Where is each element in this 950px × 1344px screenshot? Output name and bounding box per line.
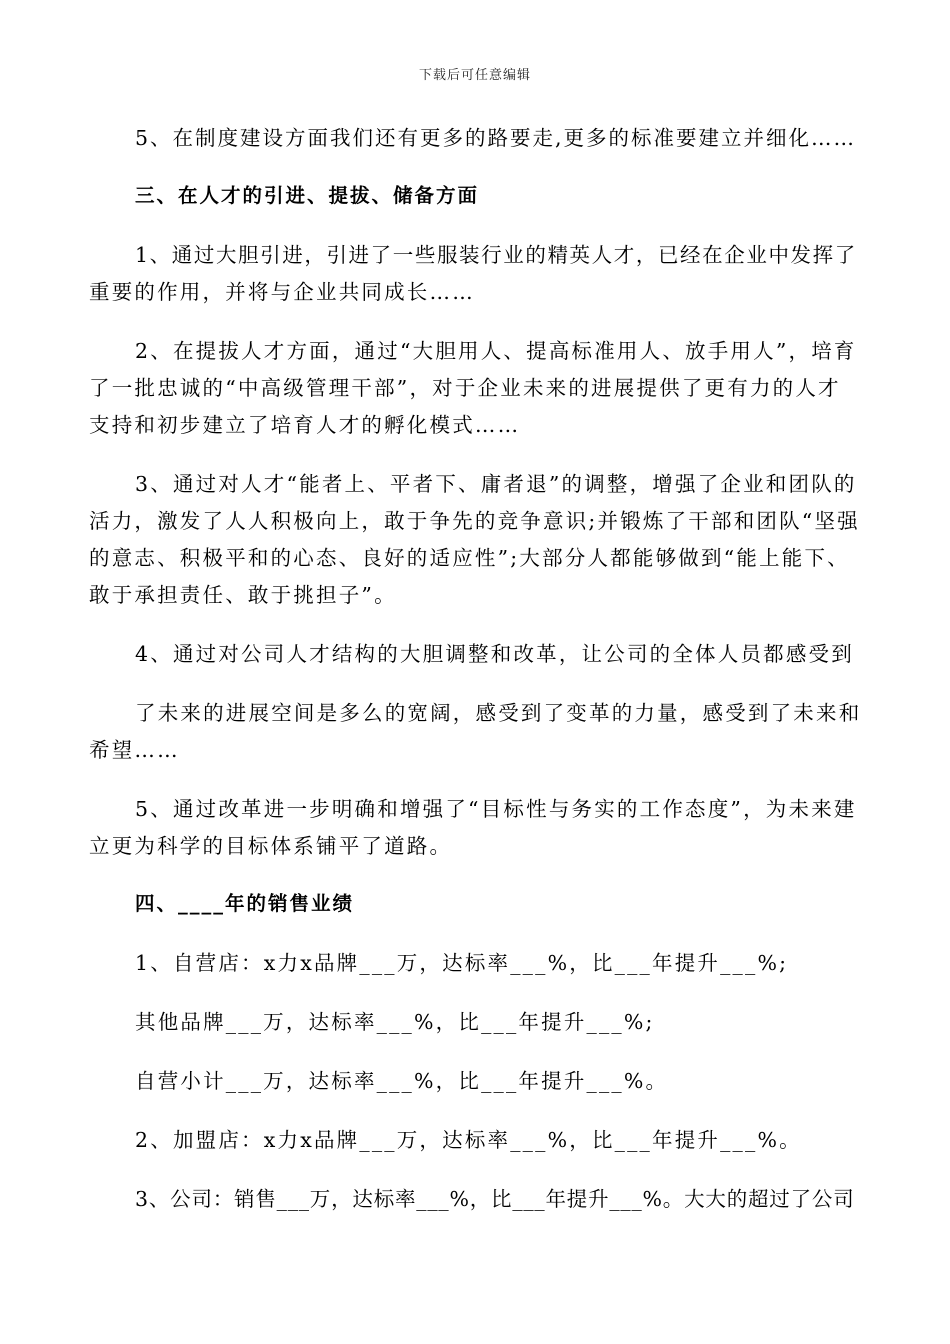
paragraph-line: 1、自营店：x力x品牌___万，达标率___%，比___年提升___%; [135,951,789,975]
paragraph-line: 的意志、积极平和的心态、良好的适应性”;大部分人都能够做到“能上能下、 [89,546,850,570]
paragraph-line: 1、通过大胆引进，引进了一些服装行业的精英人才，已经在企业中发挥了 [135,243,857,267]
paragraph-line: 5、通过改革进一步明确和增强了“目标性与务实的工作态度”，为未来建 [135,797,857,821]
paragraph-line: 立更为科学的目标体系铺平了道路。 [89,834,453,858]
paragraph-line: 了未来的进展空间是多么的宽阔，感受到了变革的力量，感受到了未来和 [135,701,862,725]
paragraph-line: 3、公司：销售___万，达标率___%，比___年提升___%。大大的超过了公司 [135,1187,855,1211]
paragraph-line: 希望…… [89,738,180,762]
section-heading: 三、在人才的引进、提拔、储备方面 [135,184,480,207]
paragraph-line: 其他品牌___万，达标率___%，比___年提升___%; [135,1010,655,1034]
paragraph-line: 重要的作用，并将与企业共同成长…… [89,280,475,304]
section-heading: 四、____年的销售业绩 [135,892,355,915]
paragraph-line: 敢于承担责任、敢于挑担子”。 [89,583,397,607]
page-header: 下载后可任意编辑 [418,68,531,83]
paragraph-line: 了一批忠诚的“中高级管理干部”，对于企业未来的进展提供了更有力的人才 [89,376,841,400]
paragraph-line: 4、通过对公司人才结构的大胆调整和改革，让公司的全体人员都感受到 [135,642,854,666]
paragraph-line: 5、在制度建设方面我们还有更多的路要走,更多的标准要建立并细化…… [135,126,857,150]
paragraph-line: 2、在提拔人才方面，通过“大胆用人、提高标准用人、放手用人”，培育 [135,339,857,363]
paragraph-line: 活力，激发了人人积极向上，敢于争先的竞争意识;并锻炼了干部和团队“坚强 [89,509,860,533]
paragraph-line: 自营小计___万，达标率___%，比___年提升___%。 [135,1069,669,1093]
paragraph-line: 2、加盟店：x力x品牌___万，达标率___%，比___年提升___%。 [135,1128,802,1152]
paragraph-line: 支持和初步建立了培育人才的孵化模式…… [89,413,521,437]
paragraph-line: 3、通过对人才“能者上、平者下、庸者退”的调整，增强了企业和团队的 [135,472,857,496]
